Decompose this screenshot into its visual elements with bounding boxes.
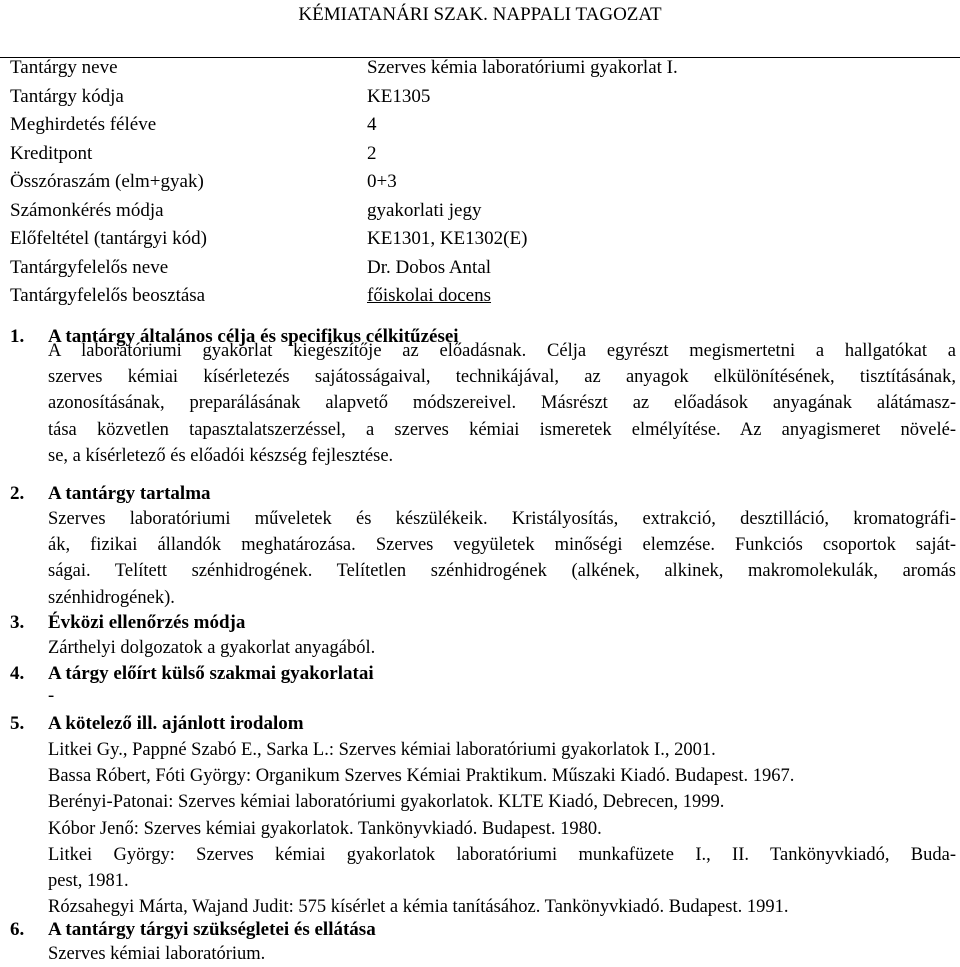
info-row-prerequisite: [0, 228, 960, 257]
section-3-body: Zárthelyi dolgozatok a gyakorlat anyagából.: [48, 638, 376, 658]
literature-entry: pest, 1981.: [48, 871, 129, 892]
section-number: 2.: [10, 483, 25, 504]
literature-entry: Bassa Róbert, Fóti György: Organikum Szerves Kémiai Praktikum. Műszaki Kiadó. Budapest. 1967.: [48, 766, 795, 787]
section-3-heading: [10, 612, 245, 634]
literature-entry: Litkei Gy., Pappné Szabó E., Sarka L.: Szerves kémiai laboratóriumi gyakorlatok I., 2001.: [48, 740, 716, 760]
section-6-body: Szerves kémiai laboratórium.: [48, 944, 266, 964]
literature-entry: Rózsahegyi Márta, Wajand Judit: 575 kísérlet a kémia tanításához. Tankönyvkiadó. Budapest. 1991.: [48, 897, 789, 918]
info-value: KE1301, KE1302(E): [367, 228, 528, 249]
section-title: A kötelező ill. ajánlott irodalom: [48, 713, 304, 734]
paragraph-line: Szerves laboratóriumi műveletek és készülékeik. Kristályosítás, extrakció, desztilláció, kromatográfi-: [48, 509, 956, 529]
paragraph-line: se, a kísérletező és előadói készség fejlesztése.: [48, 445, 394, 466]
paragraph-line: szénhidrogének).: [48, 587, 175, 608]
info-row-subject-code: [0, 86, 960, 115]
section-number: 4.: [10, 663, 25, 684]
info-row-subject-name: [0, 57, 960, 86]
paragraph-line: szerves kémiai kísérletezés sajátosságaival, technikájával, az anyagok elkülönítésének, tisztításának,: [48, 367, 956, 388]
info-label: Kreditpont: [10, 142, 93, 164]
section-4-body: -: [48, 686, 55, 706]
info-label: Tantárgy kódja: [10, 85, 124, 107]
section-title: A tantárgy tartalma: [48, 483, 211, 504]
section-title: A tantárgy tárgyi szükségletei és ellátása: [48, 919, 376, 940]
info-label: Összóraszám (elm+gyak): [10, 171, 204, 192]
course-info-table: [0, 57, 960, 314]
paragraph-line: A laboratóriumi gyakorlat kiegészítője az előadásnak. Célja egyrészt megismertetni a hallgatókat a: [48, 341, 956, 361]
info-value: gyakorlati jegy: [367, 199, 482, 221]
info-row-assessment: [0, 200, 960, 229]
literature-entry: Litkei György: Szerves kémiai gyakorlatok laboratóriumi munkafüzete I., II. Tankönyvkiadó, Buda-: [48, 844, 956, 865]
info-value: Szerves kémia laboratóriumi gyakorlat I.: [367, 57, 678, 78]
paragraph-line: ák, fizikai állandók meghatározása. Szerves vegyületek minőségi elemzése. Funkciós csoportok saját-: [48, 535, 956, 556]
paragraph-line: azonosításának, preparálásának alapvető módszereivel. Másrészt az előadások anyagának alátámasz-: [48, 393, 956, 414]
info-label: Meghirdetés féléve: [10, 114, 157, 135]
section-title: A tantárgy általános célja és specifikus célkitűzései: [48, 326, 459, 347]
literature-entry: Kóbor Jenő: Szerves kémiai gyakorlatok. Tankönyvkiadó. Budapest. 1980.: [48, 818, 602, 839]
info-value: főiskolai docens: [367, 285, 492, 306]
section-title: A tárgy előírt külső szakmai gyakorlatai: [48, 663, 374, 684]
section-number: 1.: [10, 326, 25, 347]
info-label: Tantárgy neve: [10, 57, 118, 78]
info-value: Dr. Dobos Antal: [367, 256, 492, 278]
info-value: 4: [367, 114, 377, 135]
literature-list: [48, 737, 956, 920]
section-number: 5.: [10, 713, 25, 734]
info-row-responsible-position: [0, 285, 960, 314]
section-5-heading: [10, 713, 304, 735]
section-2-body: [48, 506, 956, 611]
section-2-heading: [10, 483, 211, 505]
section-4-heading: [10, 663, 374, 685]
page-header: KÉMIATANÁRI SZAK. NAPPALI TAGOZAT: [298, 4, 662, 25]
paragraph-line: tása közvetlen tapasztalatszerzéssel, a szerves kémiai ismeretek elmélyítése. Az anyagismeret növelé-: [48, 419, 956, 440]
info-row-credits: [0, 143, 960, 172]
info-label: Tantárgyfelelős beosztása: [10, 285, 206, 306]
info-label: Számonkérés módja: [10, 199, 164, 221]
info-row-semester: [0, 114, 960, 143]
info-row-total-hours: [0, 171, 960, 200]
info-value: 0+3: [367, 171, 397, 192]
section-1-body: [48, 338, 956, 469]
section-number: 6.: [10, 919, 25, 940]
info-label: Tantárgyfelelős neve: [10, 256, 169, 278]
info-value: 2: [367, 142, 377, 164]
info-value: KE1305: [367, 85, 431, 107]
section-title: Évközi ellenőrzés módja: [48, 612, 246, 633]
section-number: 3.: [10, 612, 25, 633]
section-6-heading: [10, 919, 376, 941]
paragraph-line: ságai. Telített szénhidrogének. Telítetlen szénhidrogének (alkének, alkinek, makromolekulák, aromás: [48, 561, 956, 582]
info-label: Előfeltétel (tantárgyi kód): [10, 228, 207, 249]
info-row-responsible-name: [0, 257, 960, 286]
literature-entry: Berényi-Patonai: Szerves kémiai laboratóriumi gyakorlatok. KLTE Kiadó, Debrecen, 1999.: [48, 792, 725, 813]
